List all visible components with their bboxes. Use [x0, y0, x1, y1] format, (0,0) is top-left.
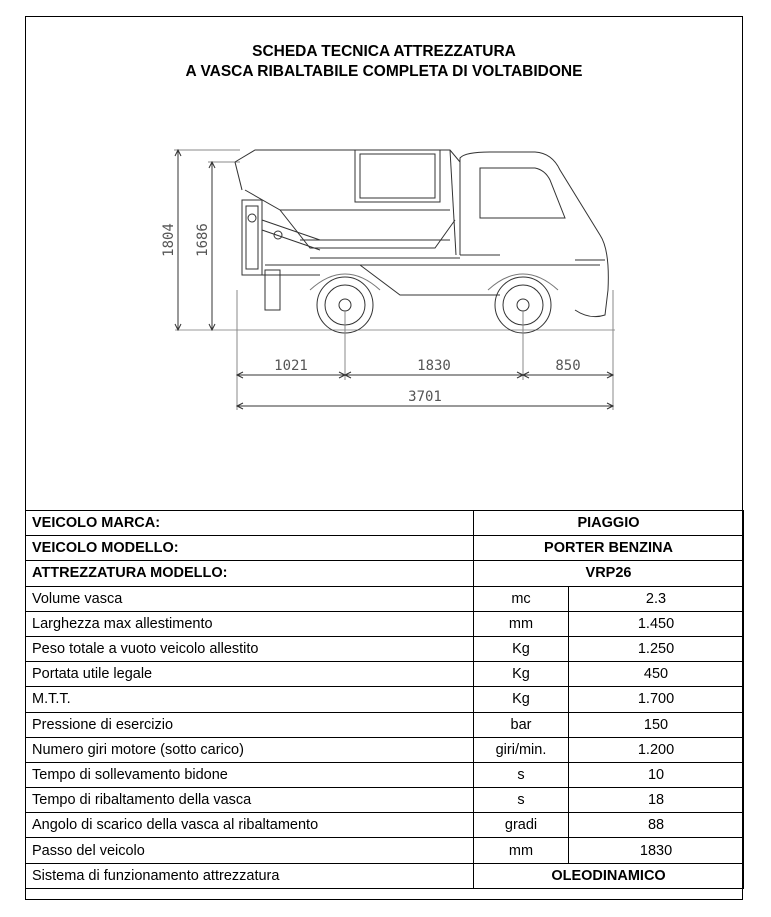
spec-unit: s	[474, 762, 569, 787]
spec-unit: Kg	[474, 636, 569, 661]
spec-row	[26, 838, 744, 863]
title-line-1: SCHEDA TECNICA ATTREZZATURA	[252, 43, 516, 60]
spec-value: 1.450	[569, 611, 744, 636]
spec-unit: s	[474, 788, 569, 813]
tipper-body	[235, 150, 460, 255]
spec-label: Numero giri motore (sotto carico)	[26, 737, 474, 762]
sheet-title	[25, 42, 743, 82]
dim-length-total: 3701	[408, 389, 442, 405]
spec-value: 10	[569, 762, 744, 787]
spec-value: 18	[569, 788, 744, 813]
spec-value: 1.250	[569, 636, 744, 661]
spec-unit: gradi	[474, 813, 569, 838]
dim-wheelbase: 1830	[417, 358, 451, 374]
header-label: VEICOLO MARCA:	[26, 511, 474, 536]
spec-row	[26, 636, 744, 661]
spec-unit: bar	[474, 712, 569, 737]
spec-label: Tempo di sollevamento bidone	[26, 762, 474, 787]
spec-unit: mc	[474, 586, 569, 611]
header-label: ATTREZZATURA MODELLO:	[26, 561, 474, 586]
spec-unit: mm	[474, 838, 569, 863]
dim-height-total: 1804	[161, 223, 177, 257]
spec-label: Peso totale a vuoto veicolo allestito	[26, 636, 474, 661]
spec-row	[26, 712, 744, 737]
spec-unit: Kg	[474, 687, 569, 712]
footer-row	[26, 863, 744, 888]
cab	[460, 152, 608, 317]
header-row	[26, 536, 744, 561]
spec-unit: Kg	[474, 662, 569, 687]
header-value: VRP26	[474, 561, 744, 586]
header-row	[26, 511, 744, 536]
spec-value: 1830	[569, 838, 744, 863]
spec-label: M.T.T.	[26, 687, 474, 712]
dim-front-overhang: 850	[555, 358, 581, 374]
spec-label: Angolo di scarico della vasca al ribaltamento	[26, 813, 474, 838]
spec-value: 1.200	[569, 737, 744, 762]
bin-lifter	[242, 200, 320, 310]
header-label: VEICOLO MODELLO:	[26, 536, 474, 561]
footer-label: Sistema di funzionamento attrezzatura	[26, 863, 474, 888]
spec-row	[26, 788, 744, 813]
title-line-2: A VASCA RIBALTABILE COMPLETA DI VOLTABIDONE	[185, 63, 583, 80]
spec-unit: mm	[474, 611, 569, 636]
spec-label: Larghezza max allestimento	[26, 611, 474, 636]
spec-value: 450	[569, 662, 744, 687]
spec-value: 150	[569, 712, 744, 737]
spec-label: Portata utile legale	[26, 662, 474, 687]
spec-unit: giri/min.	[474, 737, 569, 762]
spec-row	[26, 762, 744, 787]
footer-value: OLEODINAMICO	[474, 863, 744, 888]
spec-row	[26, 813, 744, 838]
spec-label: Volume vasca	[26, 586, 474, 611]
spec-value: 2.3	[569, 586, 744, 611]
spec-row	[26, 687, 744, 712]
spec-row	[26, 611, 744, 636]
header-value: PIAGGIO	[474, 511, 744, 536]
spec-row	[26, 662, 744, 687]
spec-value: 1.700	[569, 687, 744, 712]
dim-height-body: 1686	[195, 223, 211, 257]
header-value: PORTER BENZINA	[474, 536, 744, 561]
spec-label: Pressione di esercizio	[26, 712, 474, 737]
spec-label: Passo del veicolo	[26, 838, 474, 863]
vehicle-drawing	[160, 140, 630, 415]
spec-row	[26, 737, 744, 762]
spec-value: 88	[569, 813, 744, 838]
dim-rear-overhang: 1021	[274, 358, 308, 374]
spec-label: Tempo di ribaltamento della vasca	[26, 788, 474, 813]
spec-table	[25, 510, 744, 889]
spec-row	[26, 586, 744, 611]
chassis	[265, 258, 600, 295]
header-row	[26, 561, 744, 586]
